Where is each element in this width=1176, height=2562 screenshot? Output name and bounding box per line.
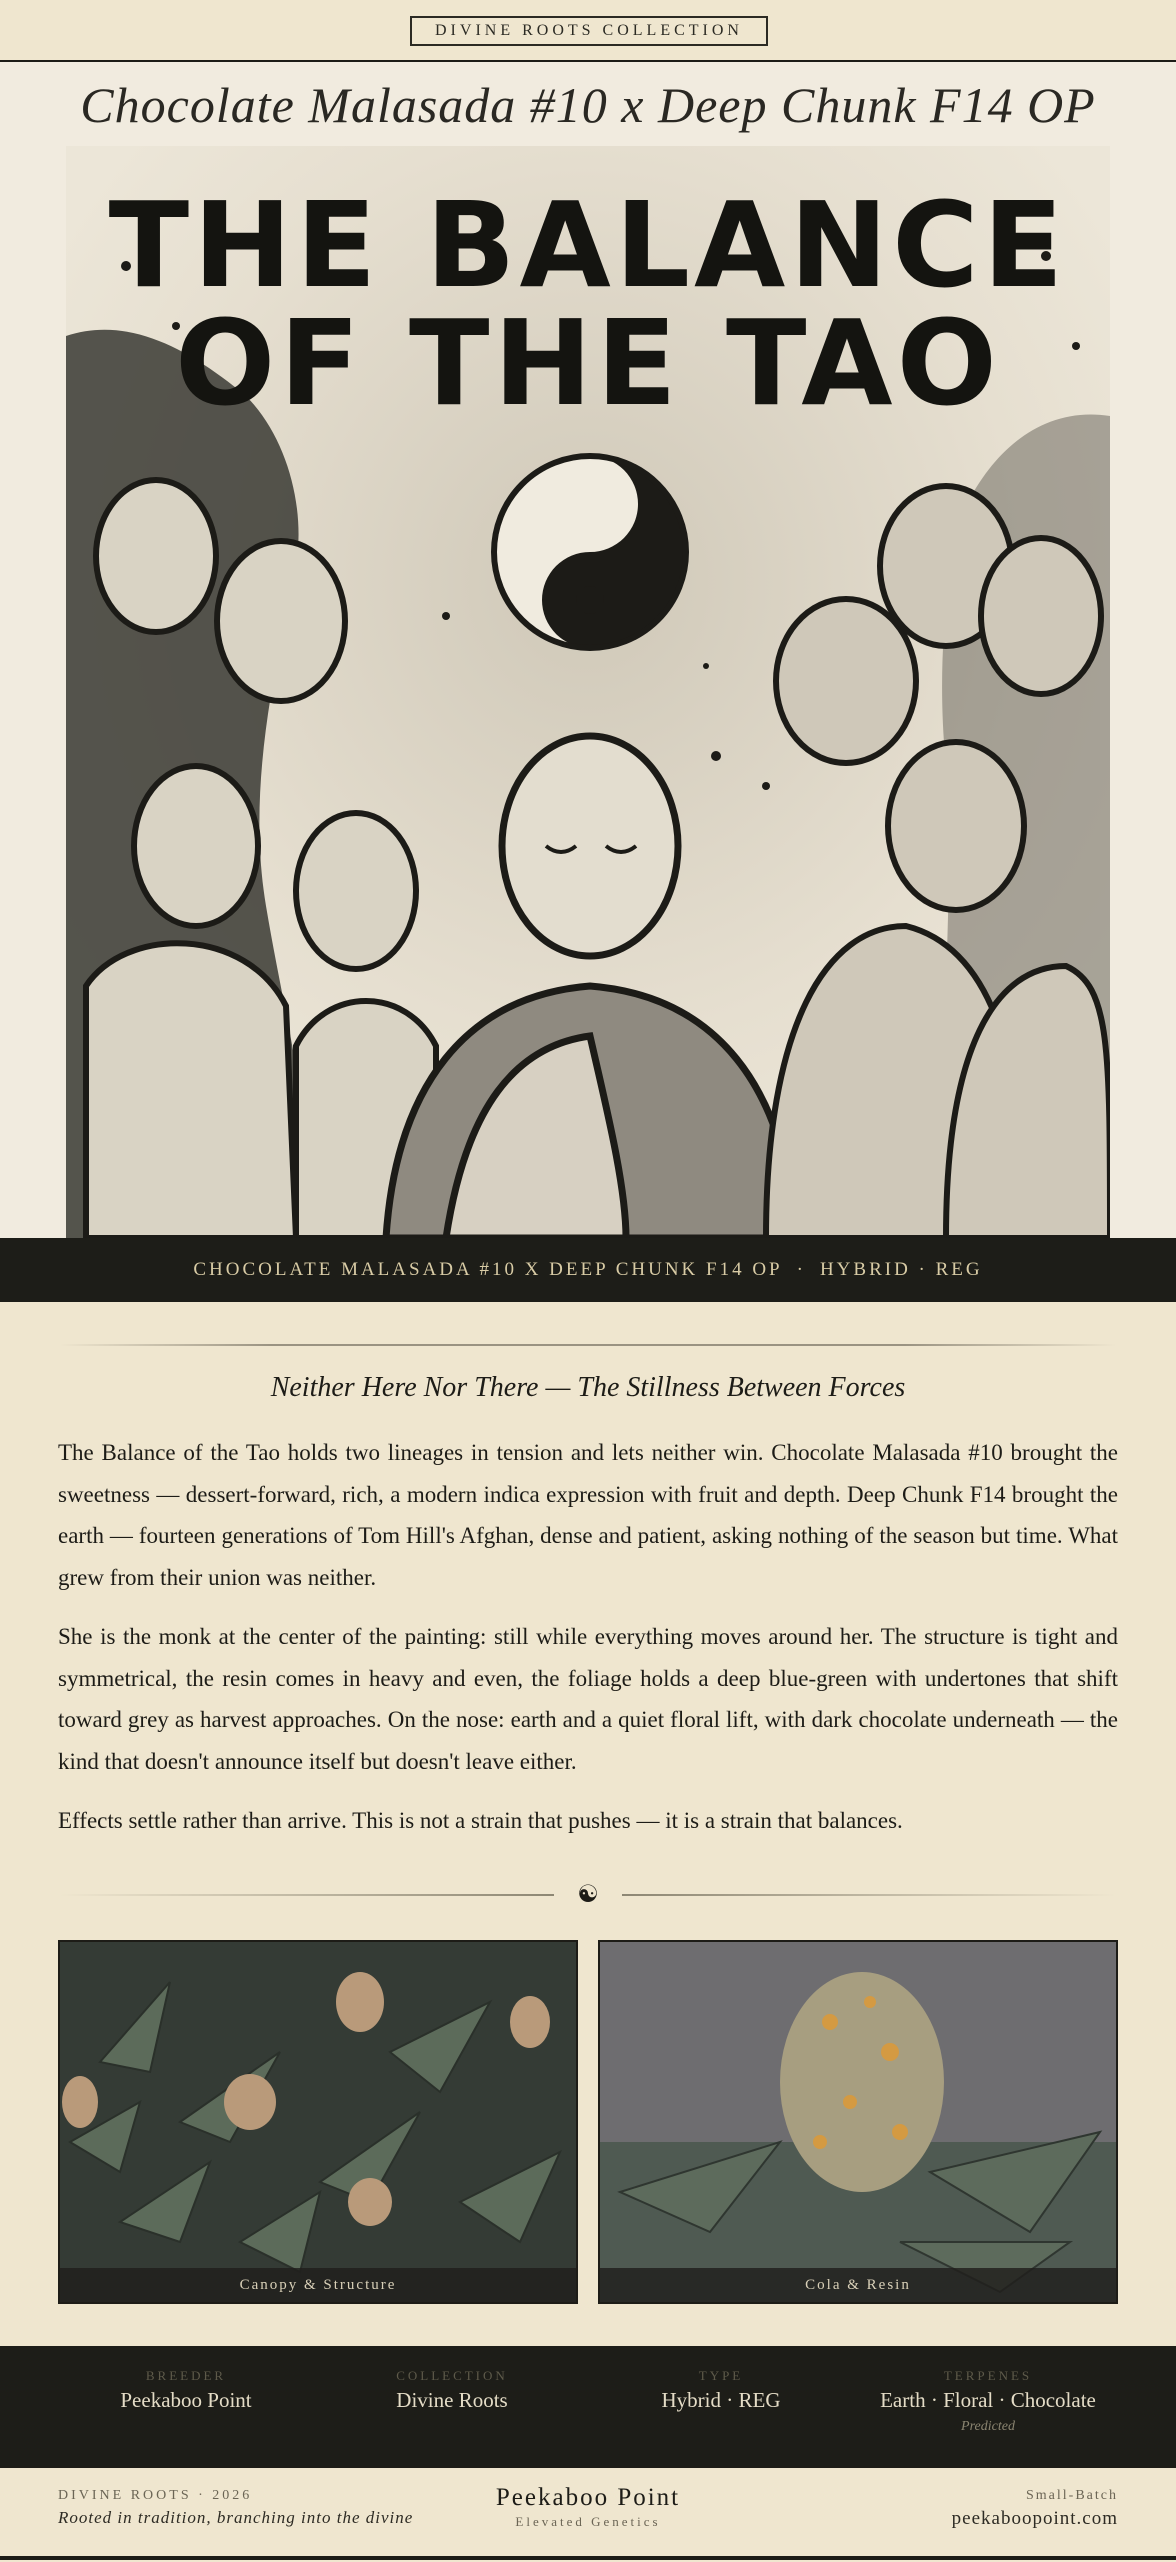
poster-title-line1: THE BALANCE: [108, 176, 1068, 314]
photo-canopy: [58, 1940, 578, 2304]
footer-brand-block: [438, 2484, 738, 2530]
info-note: Predicted: [961, 2419, 1015, 2434]
section-rule: [60, 1344, 1116, 1346]
footer-left: [58, 2488, 413, 2528]
banner-separator: ·: [796, 1259, 806, 1280]
info-label: TYPE: [698, 2368, 744, 2383]
yin-yang-symbol: [494, 456, 686, 648]
info-collection: [322, 2368, 582, 2413]
hero-poster: [0, 62, 1176, 1238]
poster-artwork: [66, 146, 1110, 1238]
ornament-divider: [60, 1880, 1116, 1910]
info-value: Peekaboo Point: [120, 2388, 252, 2412]
footer-right: [952, 2488, 1118, 2530]
collection-badge: DIVINE ROOTS COLLECTION: [410, 16, 768, 46]
info-label: COLLECTION: [396, 2368, 508, 2383]
footer-brand: Peekaboo Point: [495, 2484, 681, 2511]
footer-url-link[interactable]: peekaboopoint.com: [951, 2508, 1118, 2529]
banner-cross: CHOCOLATE MALASADA #10 X DEEP CHUNK F14 OP: [193, 1259, 783, 1280]
divider-line-left: [60, 1894, 554, 1896]
divider-line-right: [622, 1894, 1116, 1896]
info-label: TERPENES: [943, 2368, 1033, 2383]
info-label: BREEDER: [145, 2368, 227, 2383]
footer-brand-subtitle: Elevated Genetics: [515, 2514, 661, 2529]
canopy-plant-image: [60, 1942, 576, 2302]
footer: [0, 2466, 1176, 2562]
description-paragraph: Effects settle rather than arrive. This is not a strain that pushes — it is a strain that balances.: [58, 1808, 903, 1833]
photo-caption: Canopy & Structure: [60, 2268, 576, 2302]
info-type: [591, 2368, 851, 2413]
strain-cross-script-title: Chocolate Malasada #10 x Deep Chunk F14 OP: [80, 77, 1096, 133]
photo-caption: Cola & Resin: [600, 2268, 1116, 2302]
poster-illustration: [66, 146, 1110, 1238]
description-body: [58, 1432, 1118, 1860]
top-header: [0, 0, 1176, 62]
description-paragraph: She is the monk at the center of the painting: still while everything moves around her. The structure is tight and symmetrical, the resin comes in heavy and even, the foliage holds a deep blue-green with undertones that shift toward grey as harvest approaches. On the nose: earth and a quiet floral lift, with dark chocolate underneath — the kind that doesn't announce itself but doesn't leave either.: [58, 1624, 1118, 1774]
cola-bud-image: [600, 1942, 1116, 2302]
yin-yang-icon: ☯: [577, 1882, 599, 1908]
footer-batch: Small-Batch: [1026, 2488, 1118, 2503]
footer-tagline: Rooted in tradition, branching into the divine: [58, 2508, 414, 2527]
bottom-rule: [0, 2556, 1176, 2560]
strain-banner: [0, 1238, 1176, 1302]
footer-year-line: DIVINE ROOTS · 2026: [58, 2488, 253, 2503]
info-value: Divine Roots: [396, 2388, 508, 2412]
poster-title-line2: OF THE TAO: [175, 294, 1001, 432]
strain-info-bar: [0, 2346, 1176, 2466]
section-subtitle: Neither Here Nor There — The Stillness Between Forces: [270, 1372, 906, 1403]
info-value: Hybrid · REG: [661, 2388, 781, 2412]
info-breeder: [56, 2368, 316, 2413]
info-terpenes: [858, 2368, 1118, 2435]
photo-cola: [598, 1940, 1118, 2304]
info-value: Earth · Floral · Chocolate: [880, 2388, 1096, 2412]
banner-type: HYBRID · REG: [819, 1259, 983, 1280]
description-paragraph: The Balance of the Tao holds two lineages in tension and lets neither win. Chocolate Malasada #10 brought the sweetness — dessert-forward, rich, a modern indica expression with fruit and depth. Deep Chunk F14 brought the earth — fourteen generations of Tom Hill's Afghan, dense and patient, asking nothing of the season but time. What grew from their union was neither.: [58, 1440, 1118, 1590]
